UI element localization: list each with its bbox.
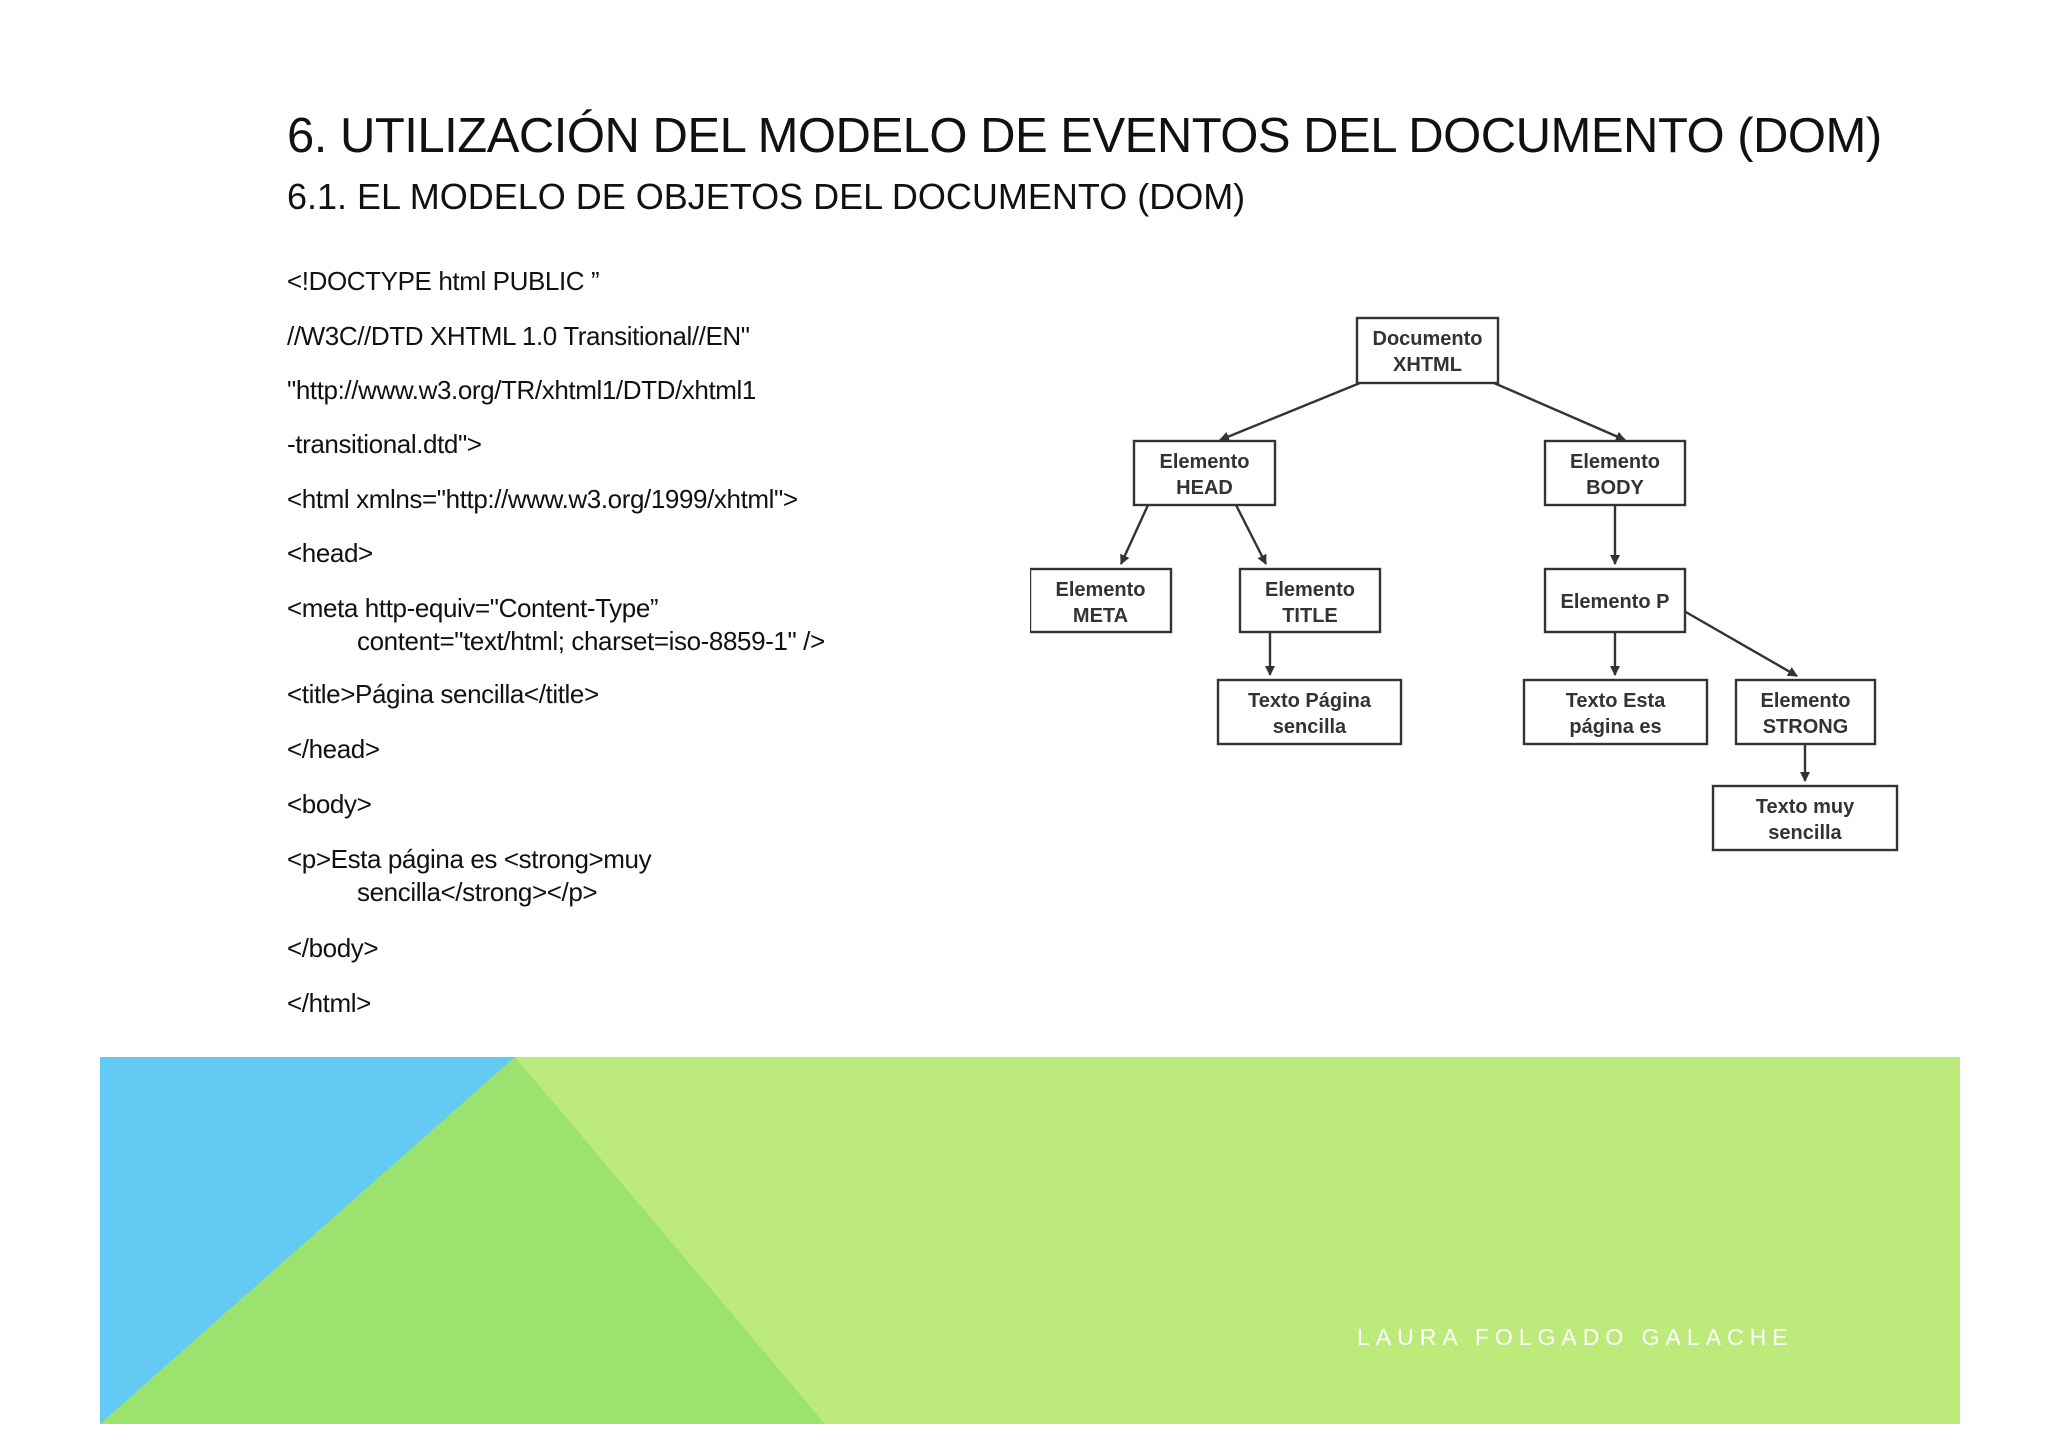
code-line — [287, 428, 482, 461]
code-text: <p>Esta página es <strong>muy — [287, 844, 652, 874]
code-line — [287, 678, 599, 711]
node-label: Elemento P — [1560, 591, 1670, 613]
node-label: Elemento — [1569, 451, 1661, 473]
node-label: BODY — [1586, 477, 1644, 499]
edge-doc-head — [1220, 383, 1360, 440]
footer-decoration — [100, 1057, 1960, 1424]
code-text: </body> — [287, 933, 379, 963]
tree-node-head — [1134, 441, 1275, 505]
code-line — [287, 265, 599, 298]
edge-head-meta — [1121, 505, 1148, 564]
node-label: META — [1072, 605, 1129, 627]
code-line — [287, 537, 373, 570]
code-text: "http://www.w3.org/TR/xhtml1/DTD/xhtml1 — [287, 375, 756, 405]
code-text: -transitional.dtd"> — [287, 429, 482, 459]
code-continuation: sencilla</strong></p> — [357, 877, 598, 907]
node-label: Elemento — [1264, 579, 1356, 601]
node-label: Elemento — [1159, 451, 1250, 473]
node-label: STRONG — [1762, 716, 1849, 738]
edge-head-title — [1236, 505, 1266, 564]
code-line — [287, 320, 750, 353]
code-line — [287, 987, 371, 1020]
slide-subtitle: 6.1. EL MODELO DE OBJETOS DEL DOCUMENTO (DOM) — [287, 176, 1246, 217]
code-line — [287, 932, 378, 965]
code-text: <title>Página sencilla</title> — [287, 679, 599, 709]
edge-doc-body — [1494, 383, 1625, 440]
node-label: página es — [1569, 716, 1662, 738]
code-text: <meta http-equiv="Content-Type” — [287, 593, 659, 623]
tree-node-p — [1545, 569, 1685, 632]
code-line — [287, 733, 380, 766]
slide-title: 6. UTILIZACIÓN DEL MODELO DE EVENTOS DEL DOCUMENTO (DOM) — [287, 109, 1882, 163]
code-text: //W3C//DTD XHTML 1.0 Transitional//EN" — [287, 321, 750, 351]
tree-node-text-p — [1524, 680, 1707, 744]
code-line — [287, 483, 798, 516]
node-label: XHTML — [1393, 354, 1462, 376]
tree-node-meta — [1030, 569, 1171, 632]
node-label: Texto Esta — [1565, 690, 1666, 712]
node-label: Documento — [1372, 328, 1483, 350]
code-line — [287, 592, 825, 658]
node-label: HEAD — [1176, 477, 1233, 499]
edge-p-strong — [1684, 611, 1797, 676]
author-name: LAURA FOLGADO GALACHE — [1357, 1324, 1794, 1350]
footer-band — [100, 1057, 1960, 1424]
tree-node-text-title — [1218, 680, 1401, 744]
tree-node-text-strong — [1713, 786, 1897, 850]
code-text: </head> — [287, 734, 380, 764]
code-line — [287, 374, 756, 407]
node-label: Elemento — [1760, 690, 1851, 712]
node-label: TITLE — [1282, 605, 1338, 627]
tree-node-title — [1240, 569, 1380, 632]
code-text: <html xmlns="http://www.w3.org/1999/xhtml"> — [287, 484, 798, 514]
tree-node-body — [1545, 441, 1685, 505]
code-continuation: content="text/html; charset=iso-8859-1" /> — [357, 626, 825, 656]
dom-tree-diagram — [1030, 310, 1910, 870]
tree-node-strong — [1736, 680, 1875, 744]
node-label: sencilla — [1272, 716, 1347, 738]
tree-node-documento — [1357, 318, 1498, 383]
code-text: <body> — [287, 789, 372, 819]
code-text: <head> — [287, 538, 373, 568]
code-line — [287, 788, 371, 821]
node-label: Elemento — [1055, 579, 1146, 601]
node-label: Texto Página — [1248, 690, 1371, 712]
code-text: <!DOCTYPE html PUBLIC ” — [287, 266, 600, 296]
node-label: sencilla — [1768, 822, 1842, 844]
code-line — [287, 843, 651, 909]
node-label: Texto muy — [1755, 796, 1855, 818]
code-text: </html> — [287, 988, 371, 1018]
